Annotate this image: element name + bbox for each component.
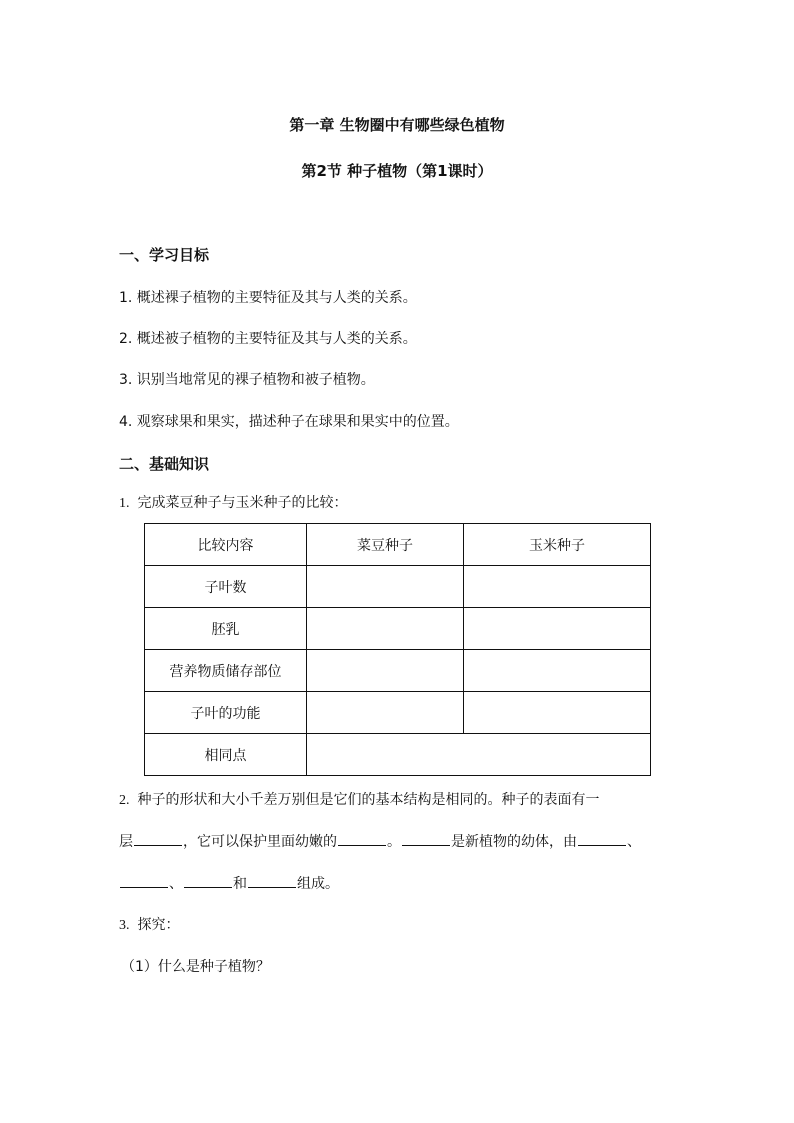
table-row bbox=[145, 692, 651, 734]
table-row bbox=[145, 734, 651, 776]
question-number: 1. bbox=[119, 496, 130, 511]
question-3-sub: （1）什么是种子植物？ bbox=[121, 959, 270, 975]
text-fragment: 和 bbox=[233, 876, 247, 892]
answer-cell[interactable] bbox=[307, 608, 464, 650]
text-fragment: 。 bbox=[387, 834, 401, 850]
question-text: 完成菜豆种子与玉米种子的比较： bbox=[137, 495, 348, 511]
goal-item: 3. 识别当地常见的裸子植物和被子植物。 bbox=[119, 372, 375, 388]
question-1 bbox=[119, 492, 348, 512]
answer-cell[interactable] bbox=[464, 566, 651, 608]
fill-blank[interactable] bbox=[248, 873, 296, 888]
header-cell: 玉米种子 bbox=[464, 524, 651, 566]
question-number: 2. bbox=[119, 793, 130, 808]
row-label: 子叶数 bbox=[145, 566, 307, 608]
row-label: 相同点 bbox=[145, 734, 307, 776]
fill-blank[interactable] bbox=[338, 831, 386, 846]
answer-cell[interactable] bbox=[307, 692, 464, 734]
goal-item: 1. 概述裸子植物的主要特征及其与人类的关系。 bbox=[119, 290, 417, 306]
question-number: 3. bbox=[119, 918, 130, 933]
row-label: 子叶的功能 bbox=[145, 692, 307, 734]
basics-heading: 二、基础知识 bbox=[119, 455, 210, 473]
header-cell: 比较内容 bbox=[145, 524, 307, 566]
question-text: 种子的形状和大小千差万别但是它们的基本结构是相同的。种子的表面有一 bbox=[137, 792, 600, 808]
fill-blank[interactable] bbox=[120, 873, 168, 888]
comparison-table bbox=[144, 523, 651, 776]
text-fragment: 、 bbox=[169, 876, 183, 892]
text-fragment: 层 bbox=[119, 834, 133, 850]
row-label: 胚乳 bbox=[145, 608, 307, 650]
section-title: 第2节 种子植物（第1课时） bbox=[301, 162, 493, 180]
table-row bbox=[145, 608, 651, 650]
question-2-line bbox=[119, 831, 641, 851]
fill-blank[interactable] bbox=[184, 873, 232, 888]
question-2-line bbox=[119, 873, 339, 893]
table-row bbox=[145, 650, 651, 692]
header-cell: 菜豆种子 bbox=[307, 524, 464, 566]
fill-blank[interactable] bbox=[402, 831, 450, 846]
goals-heading: 一、学习目标 bbox=[119, 246, 210, 264]
row-label: 营养物质储存部位 bbox=[145, 650, 307, 692]
goal-item: 2. 概述被子植物的主要特征及其与人类的关系。 bbox=[119, 331, 417, 347]
answer-cell[interactable] bbox=[307, 566, 464, 608]
table-row bbox=[145, 566, 651, 608]
question-2 bbox=[119, 789, 600, 809]
fill-blank[interactable] bbox=[134, 831, 182, 846]
text-fragment: 组成。 bbox=[297, 876, 339, 892]
fill-blank[interactable] bbox=[578, 831, 626, 846]
text-fragment: 是新植物的幼体，由 bbox=[451, 834, 577, 850]
question-text: 探究： bbox=[137, 917, 180, 933]
answer-cell[interactable] bbox=[307, 650, 464, 692]
answer-cell[interactable] bbox=[464, 650, 651, 692]
table-header-row bbox=[145, 524, 651, 566]
text-fragment: ，它可以保护里面幼嫩的 bbox=[183, 834, 337, 850]
goal-item: 4. 观察球果和果实，描述种子在球果和果实中的位置。 bbox=[119, 414, 459, 430]
answer-cell[interactable] bbox=[307, 734, 651, 776]
text-fragment: 、 bbox=[627, 834, 641, 850]
answer-cell[interactable] bbox=[464, 692, 651, 734]
question-3 bbox=[119, 914, 180, 934]
chapter-title: 第一章 生物圈中有哪些绿色植物 bbox=[289, 116, 505, 134]
answer-cell[interactable] bbox=[464, 608, 651, 650]
